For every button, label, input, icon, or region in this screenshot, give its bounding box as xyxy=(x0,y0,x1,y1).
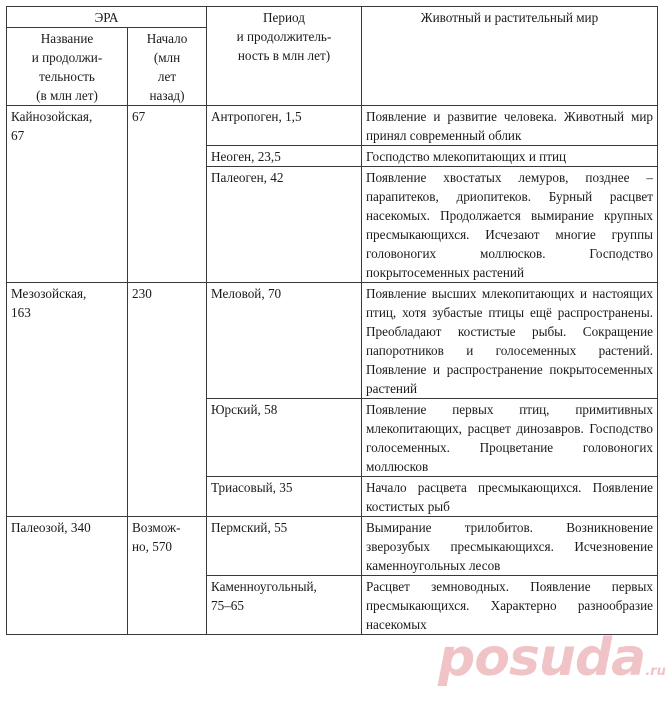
header-row-top xyxy=(7,7,658,28)
fauna-cell: Появление и развитие человека. Животный мир принял современный облик xyxy=(362,106,658,146)
fauna-cell: Появление высших млекопитающих и настоящих птиц, хотя зубастые птицы ещё распространены. Преобладают костистые рыбы. Сокращение папоротников и голосеменных растений. Появление и распространение покрытосеменных растений xyxy=(362,283,658,399)
fauna-cell: Вымирание трилобитов. Возникновение зверозубых пресмыкающихся. Исчезновение каменноугольных лесов xyxy=(362,517,658,576)
fauna-flora-column-header: Животный и растительный мир xyxy=(362,7,658,106)
watermark-text: posuda xyxy=(438,628,646,688)
era-start-cell: 230 xyxy=(128,283,207,517)
period-cell: Антропоген, 1,5 xyxy=(207,106,362,146)
era-start-column-header: Начало (млн лет назад) xyxy=(128,28,207,106)
period-cell: Палеоген, 42 xyxy=(207,167,362,283)
fauna-cell: Начало расцвета пресмыкающихся. Появление костистых рыб xyxy=(362,477,658,517)
period-cell: Неоген, 23,5 xyxy=(207,146,362,167)
fauna-cell: Расцвет земноводных. Появление первых пресмыкающихся. Характерно разнообразие насекомых xyxy=(362,576,658,635)
period-column-header: Период и продолжитель- ность в млн лет) xyxy=(207,7,362,106)
watermark-logo xyxy=(438,628,666,688)
watermark-suffix: .ru xyxy=(645,664,666,679)
geologic-eras-table xyxy=(6,6,658,635)
table-row xyxy=(7,283,658,399)
era-group-header: ЭРА xyxy=(7,7,207,28)
period-cell: Каменноугольный, 75–65 xyxy=(207,576,362,635)
era-start-cell: 67 xyxy=(128,106,207,283)
era-name-cell: Мезозойская, 163 xyxy=(7,283,128,517)
period-cell: Меловой, 70 xyxy=(207,283,362,399)
era-start-cell: Возмож- но, 570 xyxy=(128,517,207,635)
table-row xyxy=(7,517,658,576)
era-name-column-header: Название и продолжи- тельность (в млн лет) xyxy=(7,28,128,106)
period-cell: Пермский, 55 xyxy=(207,517,362,576)
table-row xyxy=(7,106,658,146)
era-name-cell: Палеозой, 340 xyxy=(7,517,128,635)
fauna-cell: Появление первых птиц, примитивных млекопитающих, расцвет динозавров. Господство голосеменных. Процветание головоногих моллюсков xyxy=(362,399,658,477)
period-cell: Триасовый, 35 xyxy=(207,477,362,517)
era-name-cell: Кайнозойская, 67 xyxy=(7,106,128,283)
fauna-cell: Господство млекопитающих и птиц xyxy=(362,146,658,167)
fauna-cell: Появление хвостатых лемуров, позднее – парапитеков, дриопитеков. Бурный расцвет насекомых. Продолжается вымирание крупных пресмыкающихся. Исчезают многие группы головоногих моллюсков. Господство покрытосеменных растений xyxy=(362,167,658,283)
period-cell: Юрский, 58 xyxy=(207,399,362,477)
